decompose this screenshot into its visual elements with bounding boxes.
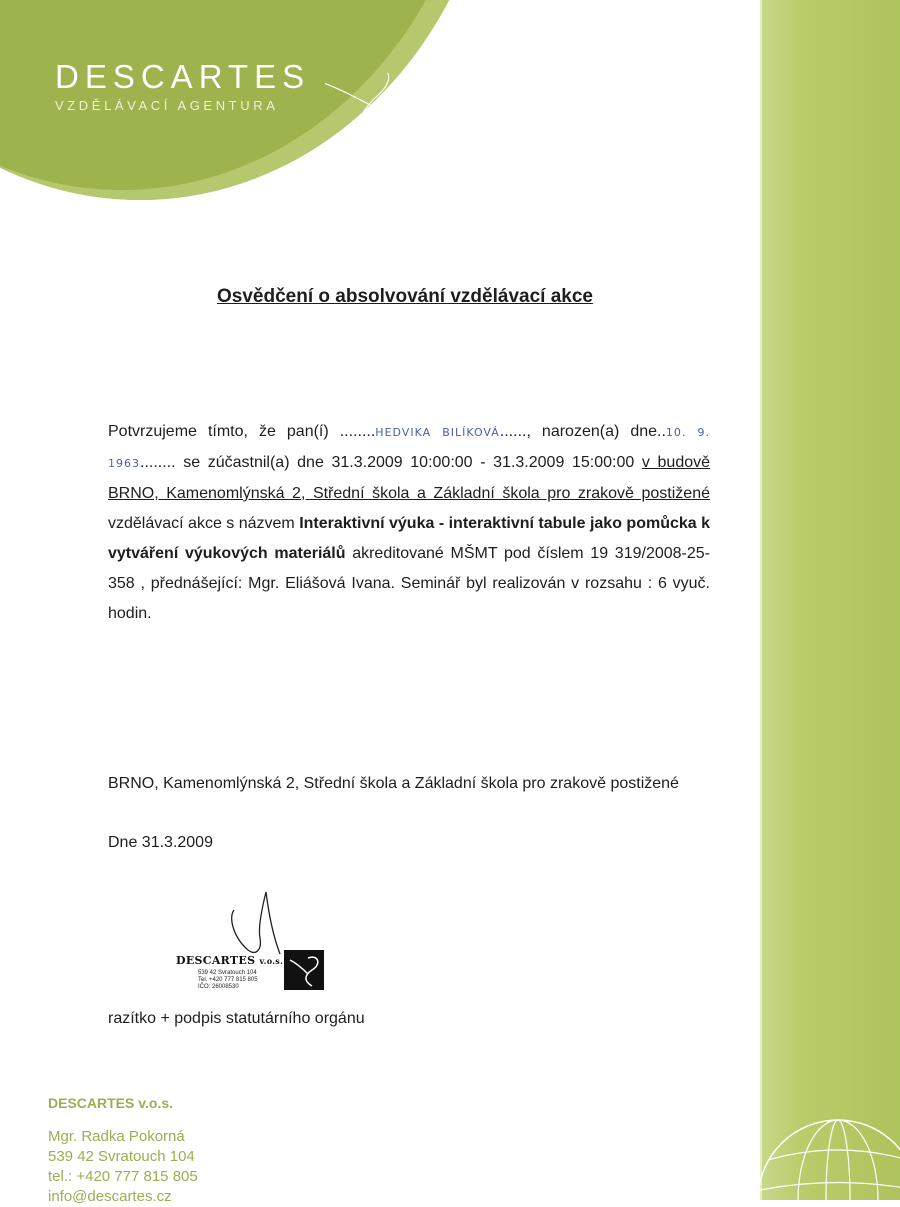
document-title: Osvědčení o absolvování vzdělávací akce [217, 286, 593, 307]
participant-dob: 10. 9. 1963 [108, 426, 710, 470]
stamp-details [198, 970, 258, 991]
footer-contact-person: Mgr. Radka Pokorná [48, 1128, 185, 1145]
venue-text: v budově BRNO, Kamenomlýnská 2, Střední škola a Základní škola pro zrakově postižené [108, 454, 711, 502]
company-stamp [176, 888, 326, 1000]
stamp-signature-label: razítko + podpis statutárního orgánu [108, 1010, 365, 1027]
course-name: Interaktivní výuka - interaktivní tabule jako pomůcka k vytváření výukových materiálů [108, 515, 711, 562]
footer-contact [48, 1095, 198, 1207]
stamp-line: IČO: 26008530 [198, 984, 239, 990]
dots-before-name: ........ [339, 423, 376, 440]
stamp-line: 539 42 Svratouch 104 [198, 970, 257, 976]
certificate-paragraph [108, 417, 710, 629]
footer-email: info@descartes.cz [48, 1188, 172, 1205]
place-text: BRNO, Kamenomlýnská 2, Střední škola a Základní škola pro zrakově postižené [108, 775, 679, 792]
footer-company: DESCARTES v.o.s. [48, 1095, 173, 1111]
logo-subtitle: VZDĚLÁVACÍ AGENTURA [55, 98, 279, 113]
footer-address: 539 42 Svratouch 104 [48, 1148, 195, 1165]
decorative-side-band [760, 0, 900, 1200]
dots-after-dob: ........ [140, 454, 176, 471]
logo-swoosh-icon [325, 73, 415, 163]
globe-icon [760, 1070, 900, 1200]
born-text: , narozen(a) dne [526, 423, 658, 440]
attended-text: se zúčastnil(a) dne 31.3.2009 10:00:00 - 31.3.2009 15:00:00 [175, 454, 642, 471]
stamp-company-name: DESCARTES v.o.s. [176, 954, 284, 967]
dots-before-dob: .. [657, 423, 666, 440]
stamp-logo-icon [284, 950, 324, 990]
footer-phone: tel.: +420 777 815 805 [48, 1168, 198, 1185]
dots-after-name: ...... [499, 423, 527, 440]
descartes-logo [55, 58, 310, 113]
participant-name: HEDVIKA BILÍKOVÁ [375, 426, 500, 439]
date-text: Dne 31.3.2009 [108, 834, 213, 851]
action-text: vzdělávací akce s názvem [108, 515, 300, 532]
intro-text: Potvrzujeme tímto, že pan(í) [108, 423, 340, 440]
accreditation-text: akreditované MŠMT pod číslem 19 319/2008-25-358 , přednášející: Mgr. Eliášová Ivana. Seminář byl realizován v rozsahu : 6 vyuč. hodin. [108, 545, 710, 622]
logo-title: DESCARTES [55, 58, 311, 95]
stamp-line: Tel. +420 777 815 805 [198, 977, 258, 983]
